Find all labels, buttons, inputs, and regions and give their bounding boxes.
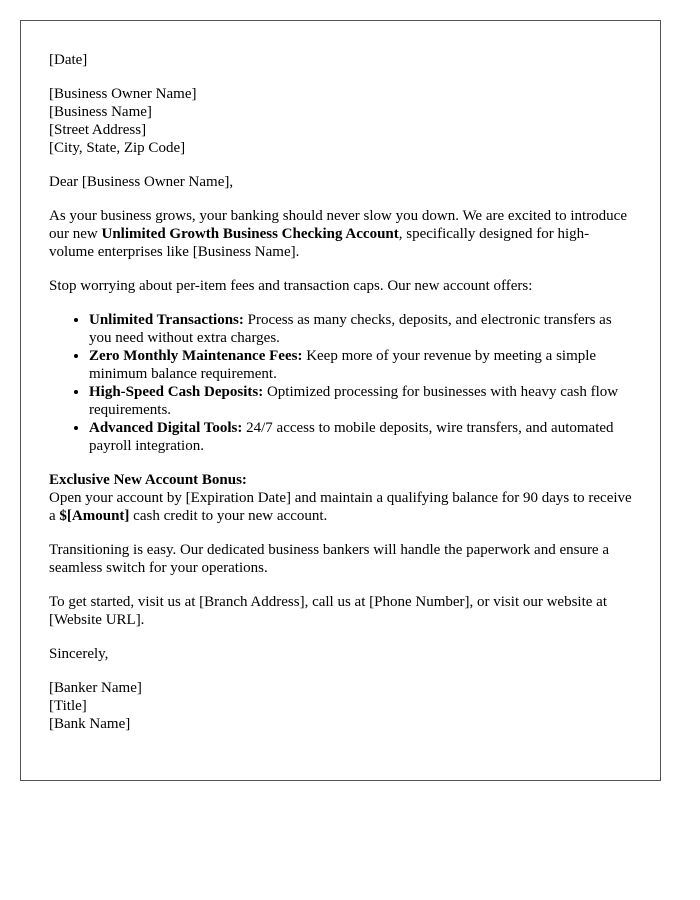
feature-text: Keep more of your revenue by meeting a simple minimum balance requirement. [89, 348, 597, 382]
recipient-street: [Street Address] [49, 122, 147, 138]
feature-item [89, 419, 632, 455]
intro-paragraph [49, 207, 632, 261]
bonus-paragraph [49, 471, 632, 525]
feature-title: High-Speed Cash Deposits: [89, 384, 264, 400]
feature-text: Process as many checks, deposits, and electronic transfers as you need without extra charges. [89, 312, 612, 346]
bonus-text-before: Open your account by [Expiration Date] and maintain a qualifying balance for 90 days to receive a [49, 490, 632, 524]
feature-item [89, 383, 632, 419]
feature-item [89, 347, 632, 383]
feature-text: Optimized processing for businesses with heavy cash flow requirements. [89, 384, 619, 418]
salutation: Dear [Business Owner Name], [49, 174, 234, 190]
signature-banker-name: [Banker Name] [49, 680, 142, 696]
letter-page [20, 20, 661, 781]
feature-title: Advanced Digital Tools: [89, 420, 243, 436]
cta-paragraph: To get started, visit us at [Branch Address], call us at [Phone Number], or visit our website at [Website URL]. [49, 594, 607, 628]
intro-text-before: As your business grows, your banking should never slow you down. We are excited to introduce our new [49, 208, 627, 242]
signature-bank-name: [Bank Name] [49, 716, 131, 732]
recipient-owner-name: [Business Owner Name] [49, 86, 197, 102]
transition-paragraph: Transitioning is easy. Our dedicated business bankers will handle the paperwork and ensure a seamless switch for your operations. [49, 542, 610, 576]
recipient-address [49, 85, 632, 157]
feature-text: 24/7 access to mobile deposits, wire transfers, and automated payroll integration. [89, 420, 614, 454]
closing: Sincerely, [49, 646, 109, 662]
feature-list [49, 311, 632, 455]
bonus-text-after: cash credit to your new account. [129, 508, 328, 524]
intro-text-after: , specifically designed for high-volume enterprises like [Business Name]. [49, 226, 590, 260]
bonus-heading: Exclusive New Account Bonus: [49, 472, 247, 488]
signature-block [49, 679, 632, 733]
feature-item [89, 311, 632, 347]
recipient-city-state-zip: [City, State, Zip Code] [49, 140, 186, 156]
bonus-amount: $[Amount] [59, 508, 130, 524]
feature-title: Zero Monthly Maintenance Fees: [89, 348, 303, 364]
recipient-business-name: [Business Name] [49, 104, 152, 120]
offer-intro: Stop worrying about per-item fees and transaction caps. Our new account offers: [49, 278, 533, 294]
letter-date: [Date] [49, 52, 88, 68]
feature-title: Unlimited Transactions: [89, 312, 244, 328]
signature-title: [Title] [49, 698, 87, 714]
product-name: Unlimited Growth Business Checking Account [101, 226, 399, 242]
